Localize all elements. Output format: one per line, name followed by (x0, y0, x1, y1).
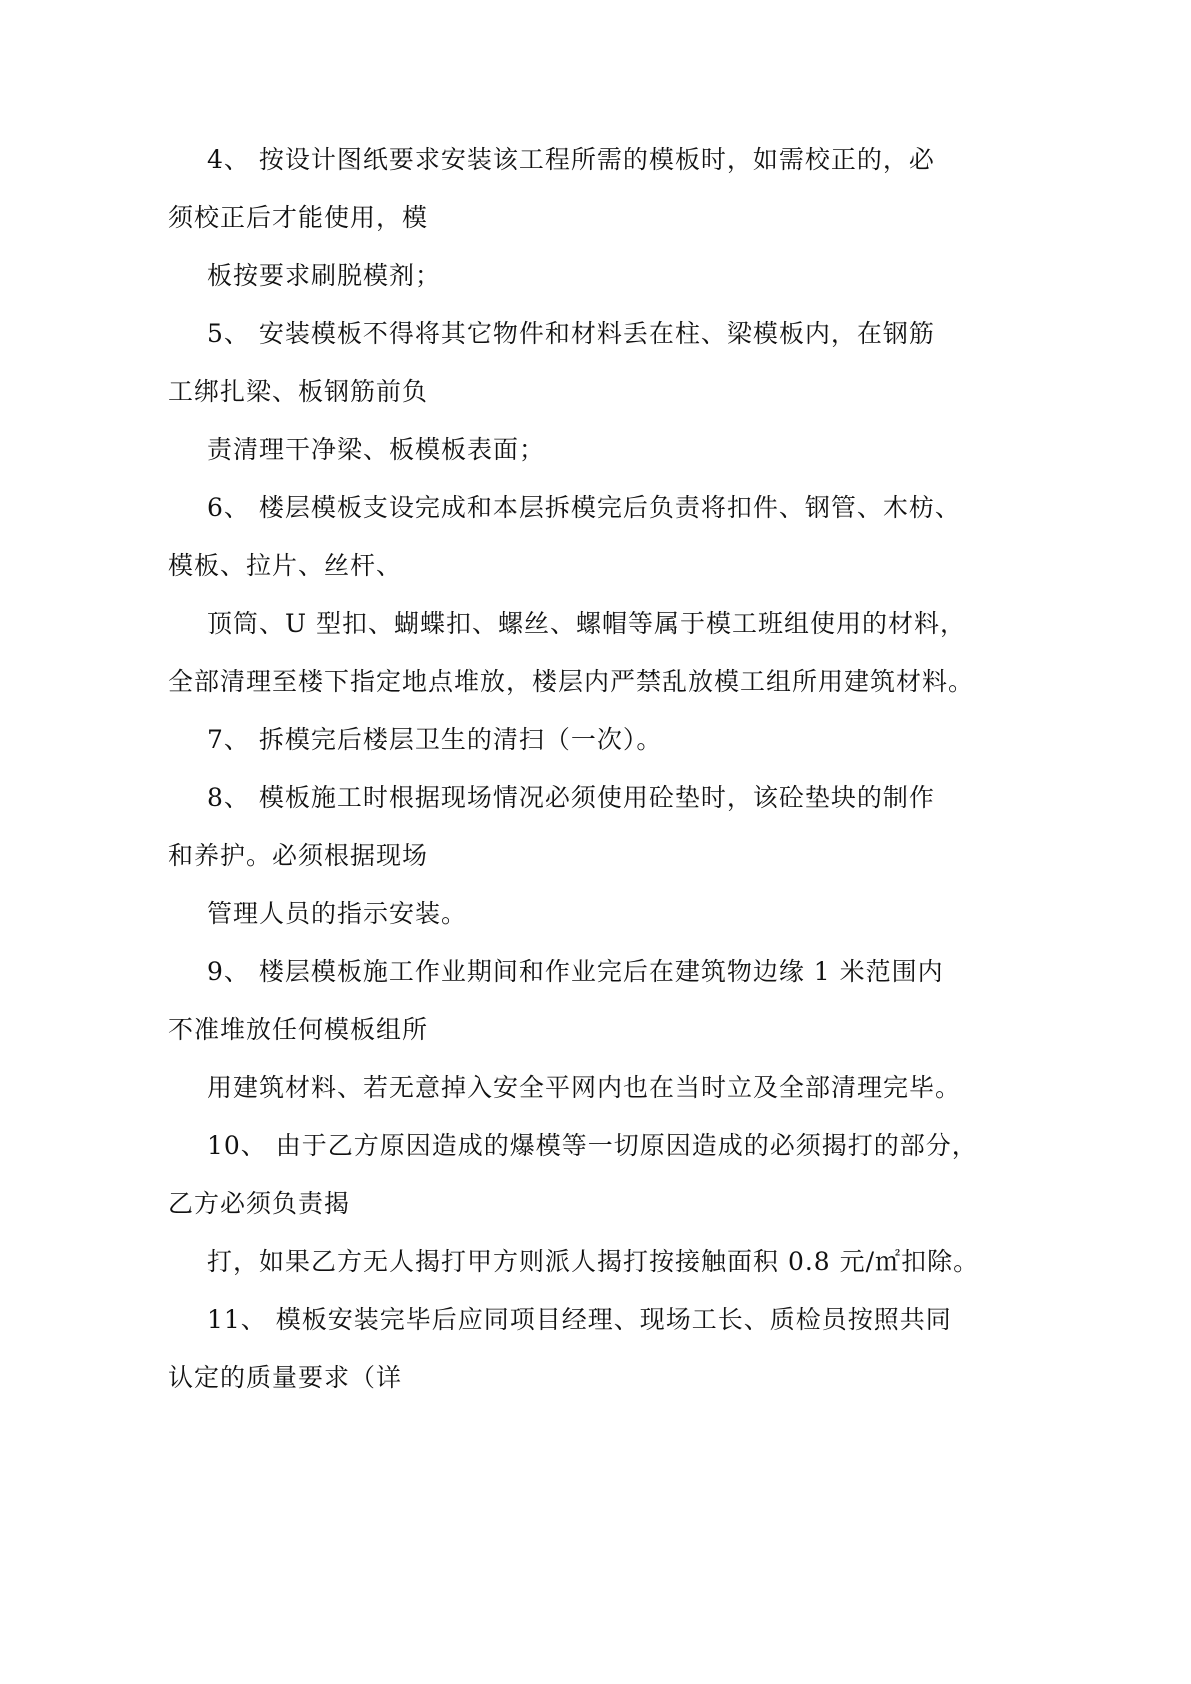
text-line: 9、 楼层模板施工作业期间和作业完后在建筑物边缘 1 米范围内 (207, 957, 944, 986)
text-line: 不准堆放任何模板组所 (168, 1015, 429, 1044)
text-line: 模板、拉片、丝杆、 (168, 551, 403, 580)
text-line: 11、 模板安装完毕后应同项目经理、现场工长、质检员按照共同 (207, 1305, 952, 1334)
text-line: 6、 楼层模板支设完成和本层拆模完后负责将扣件、钢管、木枋、 (207, 493, 961, 522)
text-line: 板按要求刷脱模剂； (207, 261, 442, 290)
text-line: 乙方必须负责揭 (168, 1189, 351, 1218)
text-line: 认定的质量要求（详 (168, 1363, 403, 1392)
text-line: 管理人员的指示安装。 (207, 899, 468, 928)
text-line: 8、 模板施工时根据现场情况必须使用砼垫时，该砼垫块的制作 (207, 783, 935, 812)
text-line: 4、 按设计图纸要求安装该工程所需的模板时，如需校正的，必 (207, 145, 935, 174)
text-line: 须校正后才能使用，模 (168, 203, 429, 232)
text-line: 打，如果乙方无人揭打甲方则派人揭打按接触面积 0.8 元/㎡扣除。 (207, 1247, 980, 1276)
text-line: 7、 拆模完后楼层卫生的清扫（一次）。 (207, 725, 663, 754)
text-line: 和养护。必须根据现场 (168, 841, 429, 870)
text-line: 工绑扎梁、板钢筋前负 (168, 377, 429, 406)
text-line: 责清理干净梁、板模板表面； (207, 435, 546, 464)
text-line: 用建筑材料、若无意掉入安全平网内也在当时立及全部清理完毕。 (207, 1073, 962, 1102)
text-line: 5、 安装模板不得将其它物件和材料丢在柱、梁模板内，在钢筋 (207, 319, 935, 348)
text-line: 全部清理至楼下指定地点堆放，楼层内严禁乱放模工组所用建筑材料。 (168, 667, 975, 696)
text-line: 顶筒、U 型扣、蝴蝶扣、螺丝、螺帽等属于模工班组使用的材料， (207, 609, 967, 638)
text-line: 10、 由于乙方原因造成的爆模等一切原因造成的必须揭打的部分， (207, 1131, 978, 1160)
